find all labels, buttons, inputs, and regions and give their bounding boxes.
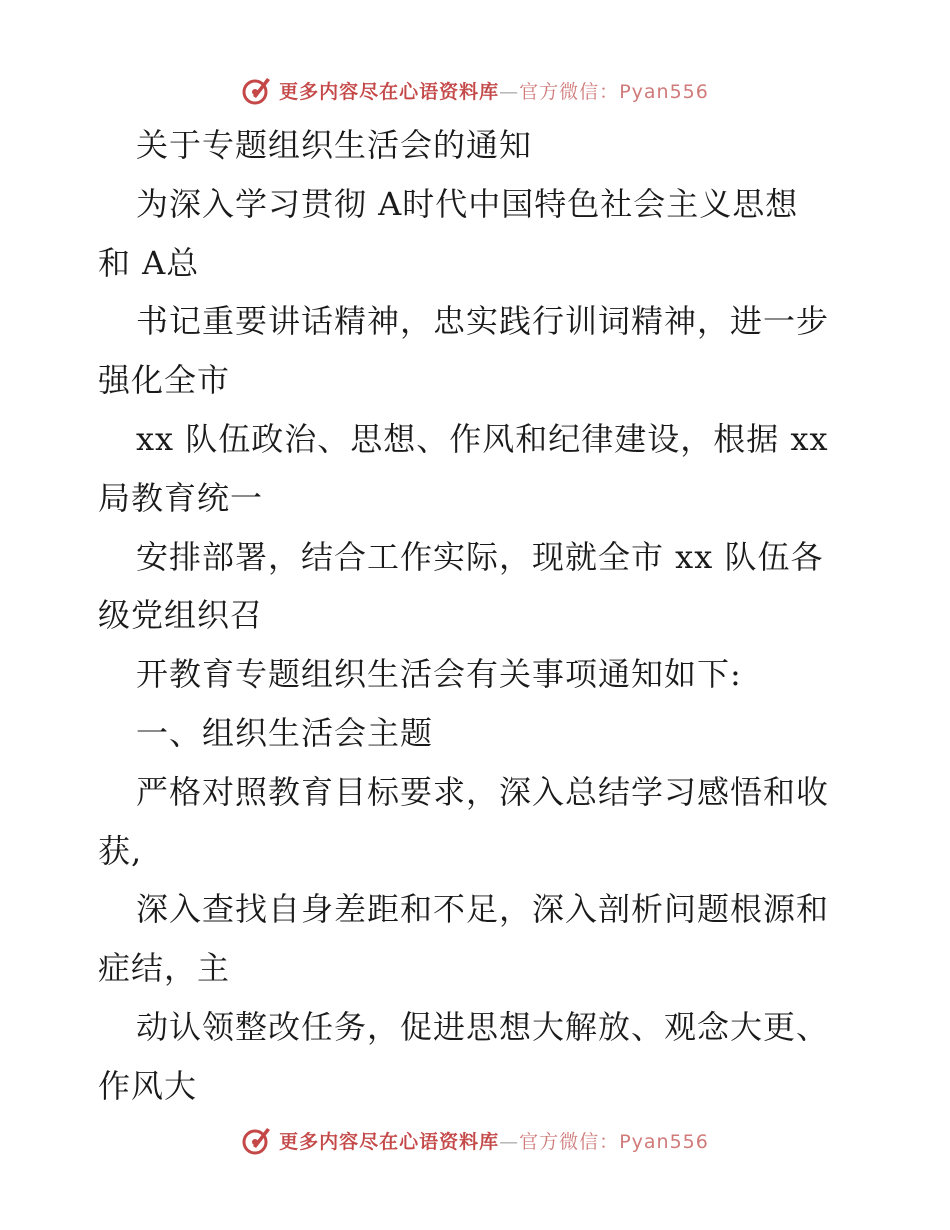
paragraph-line: 获,: [98, 831, 143, 870]
watermark-label: 官方微信：: [519, 1130, 620, 1153]
watermark-footer: [0, 1120, 950, 1160]
paragraph-line: 和 A总: [98, 243, 200, 282]
watermark-separator: —: [499, 1130, 520, 1153]
paragraph-line: 症结，主: [98, 949, 231, 988]
document-title: 关于专题组织生活会的通知: [136, 126, 533, 164]
paragraph-line: 书记重要讲话精神，忠实践行训词精神，进一步: [136, 302, 830, 341]
watermark-brand: 更多内容尽在心语资料库: [279, 1130, 500, 1153]
paragraph-line: 动认领整改任务，促进思想大解放、观念大更、: [136, 1007, 830, 1046]
paragraph-line: 作风大: [98, 1066, 198, 1105]
watermark-text: [279, 1127, 709, 1154]
section-heading: 一、组织生活会主题: [136, 713, 434, 752]
paragraph-line: 为深入学习贯彻 A时代中国特色社会主义思想: [136, 184, 799, 223]
document-body: [98, 116, 858, 1116]
paragraph-line: 深入查找自身差距和不足，深入剖析问题根源和: [136, 890, 830, 929]
paragraph-line: 强化全市: [98, 361, 231, 400]
paragraph-line: 安排部署，结合工作实际，现就全市 xx 队伍各: [136, 537, 824, 576]
paragraph-line: xx 队伍政治、思想、作风和纪律建设，根据 xx: [136, 419, 829, 458]
paragraph-line: 开教育专题组织生活会有关事项通知如下:: [136, 655, 742, 694]
quill-logo-icon: [241, 1124, 273, 1156]
watermark-id: Pyan556: [619, 80, 709, 103]
watermark-brand: 更多内容尽在心语资料库: [279, 80, 500, 103]
watermark-separator: —: [499, 80, 520, 103]
paragraph-line: 严格对照教育目标要求，深入总结学习感悟和收: [136, 772, 830, 811]
watermark-id: Pyan556: [619, 1130, 709, 1153]
watermark-label: 官方微信：: [519, 80, 620, 103]
paragraph-line: 级党组织召: [98, 596, 264, 635]
quill-logo-icon: [241, 74, 273, 106]
paragraph-line: 局教育统一: [98, 478, 264, 517]
watermark-text: [279, 77, 709, 104]
watermark-header: [0, 70, 950, 110]
